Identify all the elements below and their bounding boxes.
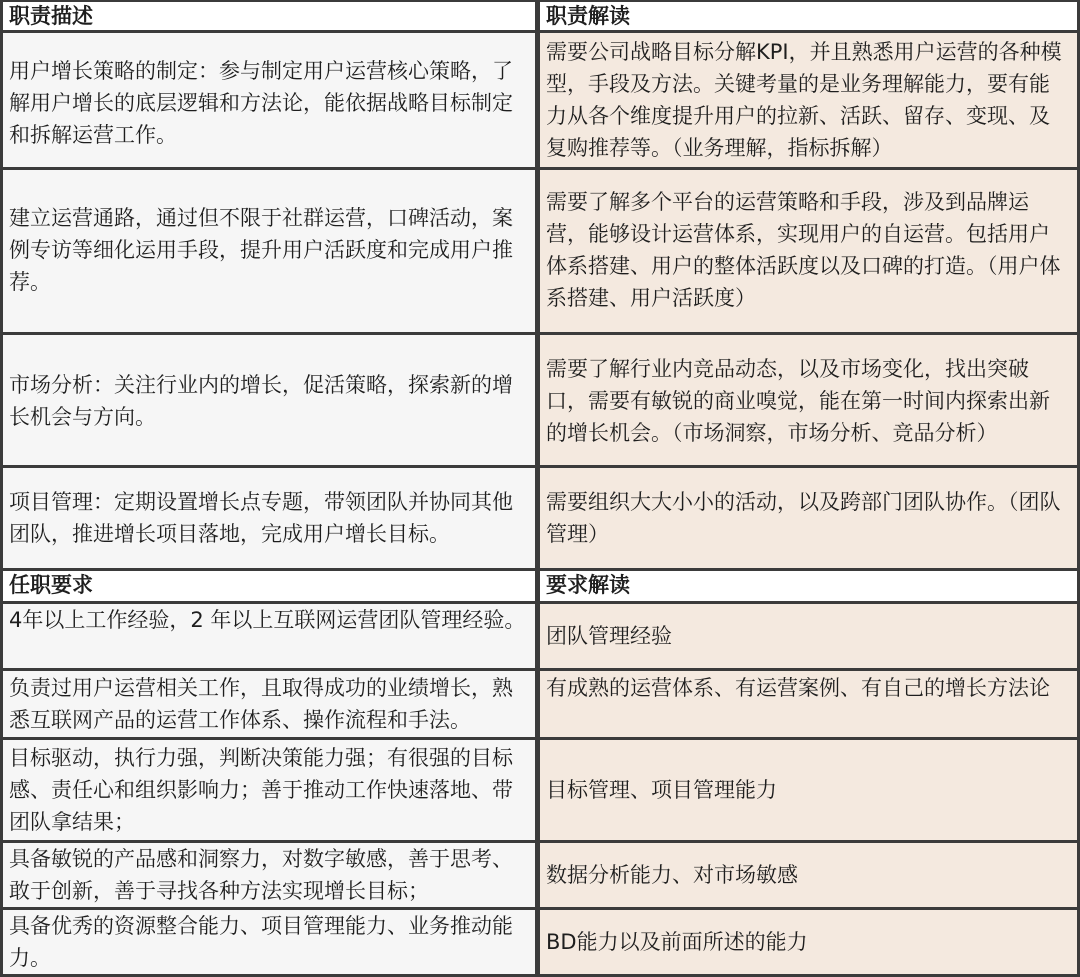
duty-interpretation-cell — [540, 33, 1077, 167]
duty-description-cell — [3, 170, 535, 332]
requirement-interpretation-text: BD能力以及前面所述的能力 — [546, 930, 808, 954]
section2-header-row — [0, 571, 1080, 601]
requirement-row — [0, 604, 1080, 668]
duty-description-cell — [3, 468, 535, 568]
requirement-cell — [3, 740, 535, 840]
requirement-cell — [3, 671, 535, 737]
requirement-cell — [3, 843, 535, 907]
requirement-interpretation-cell — [540, 910, 1077, 974]
requirement-row — [0, 843, 1080, 907]
duty-interpretation-text: 需要组织大大小小的活动，以及跨部门团队协作。（团队管理） — [546, 490, 1061, 546]
duty-description-cell — [3, 33, 535, 167]
requirement-text: 负责过用户运营相关工作，且取得成功的业绩增长，熟悉互联网产品的运营工作体系、操作流程和手法。 — [9, 676, 513, 732]
requirement-cell — [3, 604, 535, 668]
requirement-interpretation-cell — [540, 740, 1077, 840]
duty-description-text: 用户增长策略的制定：参与制定用户运营核心策略，了解用户增长的底层逻辑和方法论，能依据战略目标制定和拆解运营工作。 — [9, 59, 513, 147]
duty-row — [0, 468, 1080, 568]
duty-interpretation-text: 需要了解多个平台的运营策略和手段，涉及到品牌运营，能够设计运营体系，实现用户的自运营。包括用户体系搭建、用户的整体活跃度以及口碑的打造。（用户体系搭建、用户活跃度） — [546, 190, 1061, 310]
duty-interpretation-cell — [540, 468, 1077, 568]
duty-interpretation-text: 需要公司战略目标分解KPI，并且熟悉用户运营的各种模型，手段及方法。关键考量的是业务理解能力，要有能力从各个维度提升用户的拉新、活跃、留存、变现、及复购推荐等。（业务理解，指标拆解） — [546, 40, 1062, 160]
requirement-interpretation-text: 数据分析能力、对市场敏感 — [546, 863, 798, 887]
header-duty-description: 职责描述 — [3, 2, 535, 30]
requirement-interpretation-text: 团队管理经验 — [546, 624, 672, 648]
duty-row — [0, 170, 1080, 332]
requirement-interpretation-text: 有成熟的运营体系、有运营案例、有自己的增长方法论 — [546, 676, 1050, 700]
duty-description-text: 市场分析：关注行业内的增长，促活策略，探索新的增长机会与方向。 — [9, 373, 513, 429]
requirement-cell — [3, 910, 535, 974]
requirement-interpretation-cell — [540, 671, 1077, 737]
duty-interpretation-cell — [540, 335, 1077, 465]
requirement-interpretation-cell — [540, 843, 1077, 907]
requirement-text: 目标驱动，执行力强，判断决策能力强；有很强的目标感、责任心和组织影响力；善于推动工作快速落地、带团队拿结果； — [9, 746, 513, 834]
duty-row — [0, 335, 1080, 465]
requirement-row — [0, 740, 1080, 840]
requirement-row — [0, 671, 1080, 737]
header-job-requirements: 任职要求 — [3, 571, 535, 601]
duty-interpretation-text: 需要了解行业内竞品动态，以及市场变化，找出突破口，需要有敏锐的商业嗅觉，能在第一时间内探索出新的增长机会。（市场洞察，市场分析、竞品分析） — [546, 357, 1050, 445]
duty-interpretation-cell — [540, 170, 1077, 332]
requirement-text: 具备优秀的资源整合能力、项目管理能力、业务推动能力。 — [9, 914, 513, 970]
duty-description-cell — [3, 335, 535, 465]
header-duty-interpretation: 职责解读 — [540, 2, 1077, 30]
requirement-text: 4年以上工作经验，2 年以上互联网运营团队管理经验。 — [9, 608, 526, 632]
requirement-interpretation-text: 目标管理、项目管理能力 — [546, 778, 777, 802]
duty-description-text: 建立运营通路，通过但不限于社群运营，口碑活动，案例专访等细化运用手段，提升用户活跃度和完成用户推荐。 — [9, 206, 513, 294]
duty-row — [0, 33, 1080, 167]
header-requirement-interpretation: 要求解读 — [540, 571, 1077, 601]
duty-description-text: 项目管理：定期设置增长点专题，带领团队并协同其他团队，推进增长项目落地，完成用户增长目标。 — [9, 490, 513, 546]
section1-header-row — [0, 2, 1080, 30]
requirement-interpretation-cell — [540, 604, 1077, 668]
requirement-text: 具备敏锐的产品感和洞察力，对数字敏感，善于思考、敢于创新，善于寻找各种方法实现增长目标； — [9, 847, 513, 903]
requirement-row — [0, 910, 1080, 974]
